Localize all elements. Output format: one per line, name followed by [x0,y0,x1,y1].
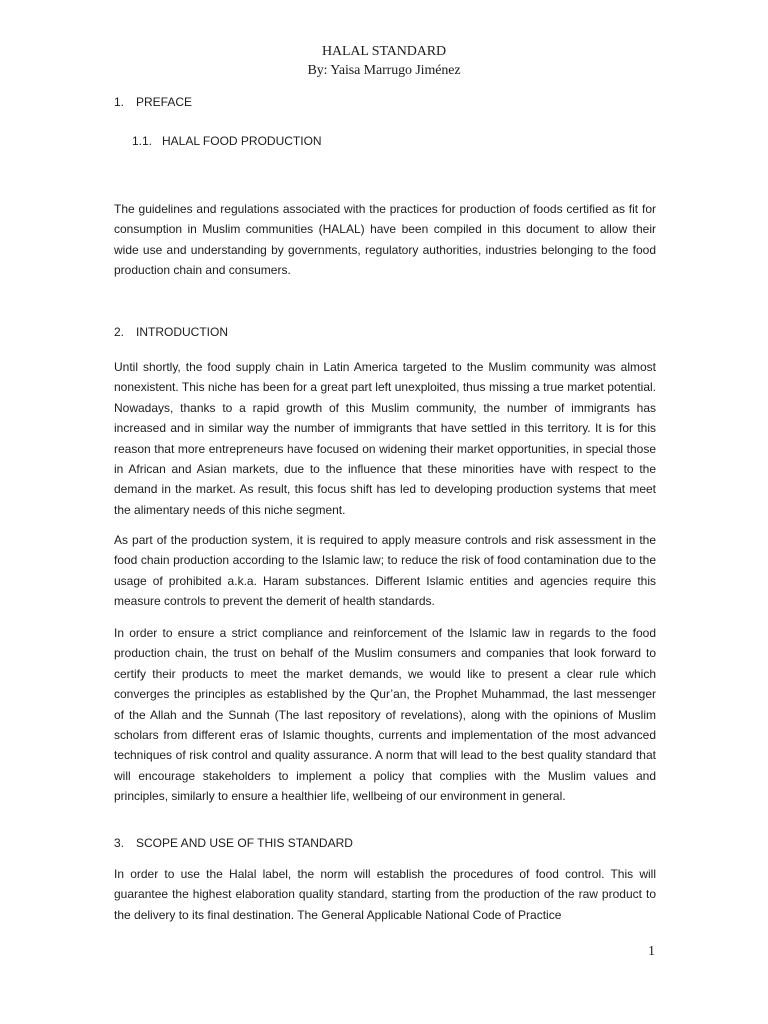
paragraph-preface: The guidelines and regulations associated with the practices for production of foods certified as fit for consumption in Muslim communities (HALAL) have been compiled in this document to allow their wide use and understanding by governments, regulatory authorities, industries belonging to the food production chain and consumers. [114,202,656,278]
section-title: SCOPE AND USE OF THIS STANDARD [136,836,353,850]
section-title: PREFACE [136,95,193,109]
section-number: 2. [114,325,125,339]
paragraph-introduction-2: As part of the production system, it is required to apply measure controls and risk assessment in the food chain production according to the Islamic law; to reduce the risk of food contamination due to the usage of prohibited a.k.a. Haram substances. Different Islamic entities and agencies require this measure controls to prevent the demerit of health standards. [114,533,656,609]
paragraph-scope: In order to use the Halal label, the norm will establish the procedures of food control. This will guarantee the highest elaboration quality standard, starting from the production of the raw product to the delivery to its final destination. The General Applicable National Code of Practice [114,867,656,922]
paragraph-introduction-3: In order to ensure a strict compliance and reinforcement of the Islamic law in regards to the food production chain, the trust on behalf of the Muslim consumers and companies that look forward to certify their products to meet the market demands, we would like to present a clear rule which converges the principles as established by the Qur’an, the Prophet Muhammad, the last messenger of the Allah and the Sunnah (The last repository of revelations), along with the opinions of Muslim scholars from different eras of Islamic thoughts, currents and implementation of the most advanced techniques of risk control and quality assurance. A norm that will lead to the best quality standard that will encourage stakeholders to implement a policy that complies with the Muslim values and principles, similarly to ensure a healthier life, wellbeing of our environment in general. [114,626,656,804]
document-title: HALAL STANDARD [321,44,447,59]
section-number: 3. [114,836,125,850]
paragraph-introduction-1: Until shortly, the food supply chain in Latin America targeted to the Muslim community was almost nonexistent. This niche has been for a great part left unexploited, thus missing a true market potential. Nowadays, thanks to a rapid growth of this Muslim community, the number of immigrants has increased and in similar way the number of immigrants that have settled in this territory. It is for this reason that more entrepreneurs have focused on widening their market opportunities, in special those in African and Asian markets, due to the influence that these minorities have with respect to the demand in the market. As result, this focus shift has led to developing production systems that meet the alimentary needs of this niche segment. [114,360,656,517]
section-heading-introduction [114,325,228,339]
section-heading-preface [114,95,192,109]
section-title: INTRODUCTION [136,325,228,339]
section-heading-scope [114,836,353,850]
page-number: 1 [648,944,655,959]
section-title: HALAL FOOD PRODUCTION [162,134,322,148]
section-number: 1. [114,95,125,109]
subsection-heading-food-production [132,134,322,148]
document-author: By: Yaisa Marrugo Jiménez [307,63,461,78]
section-number: 1.1. [132,134,153,148]
